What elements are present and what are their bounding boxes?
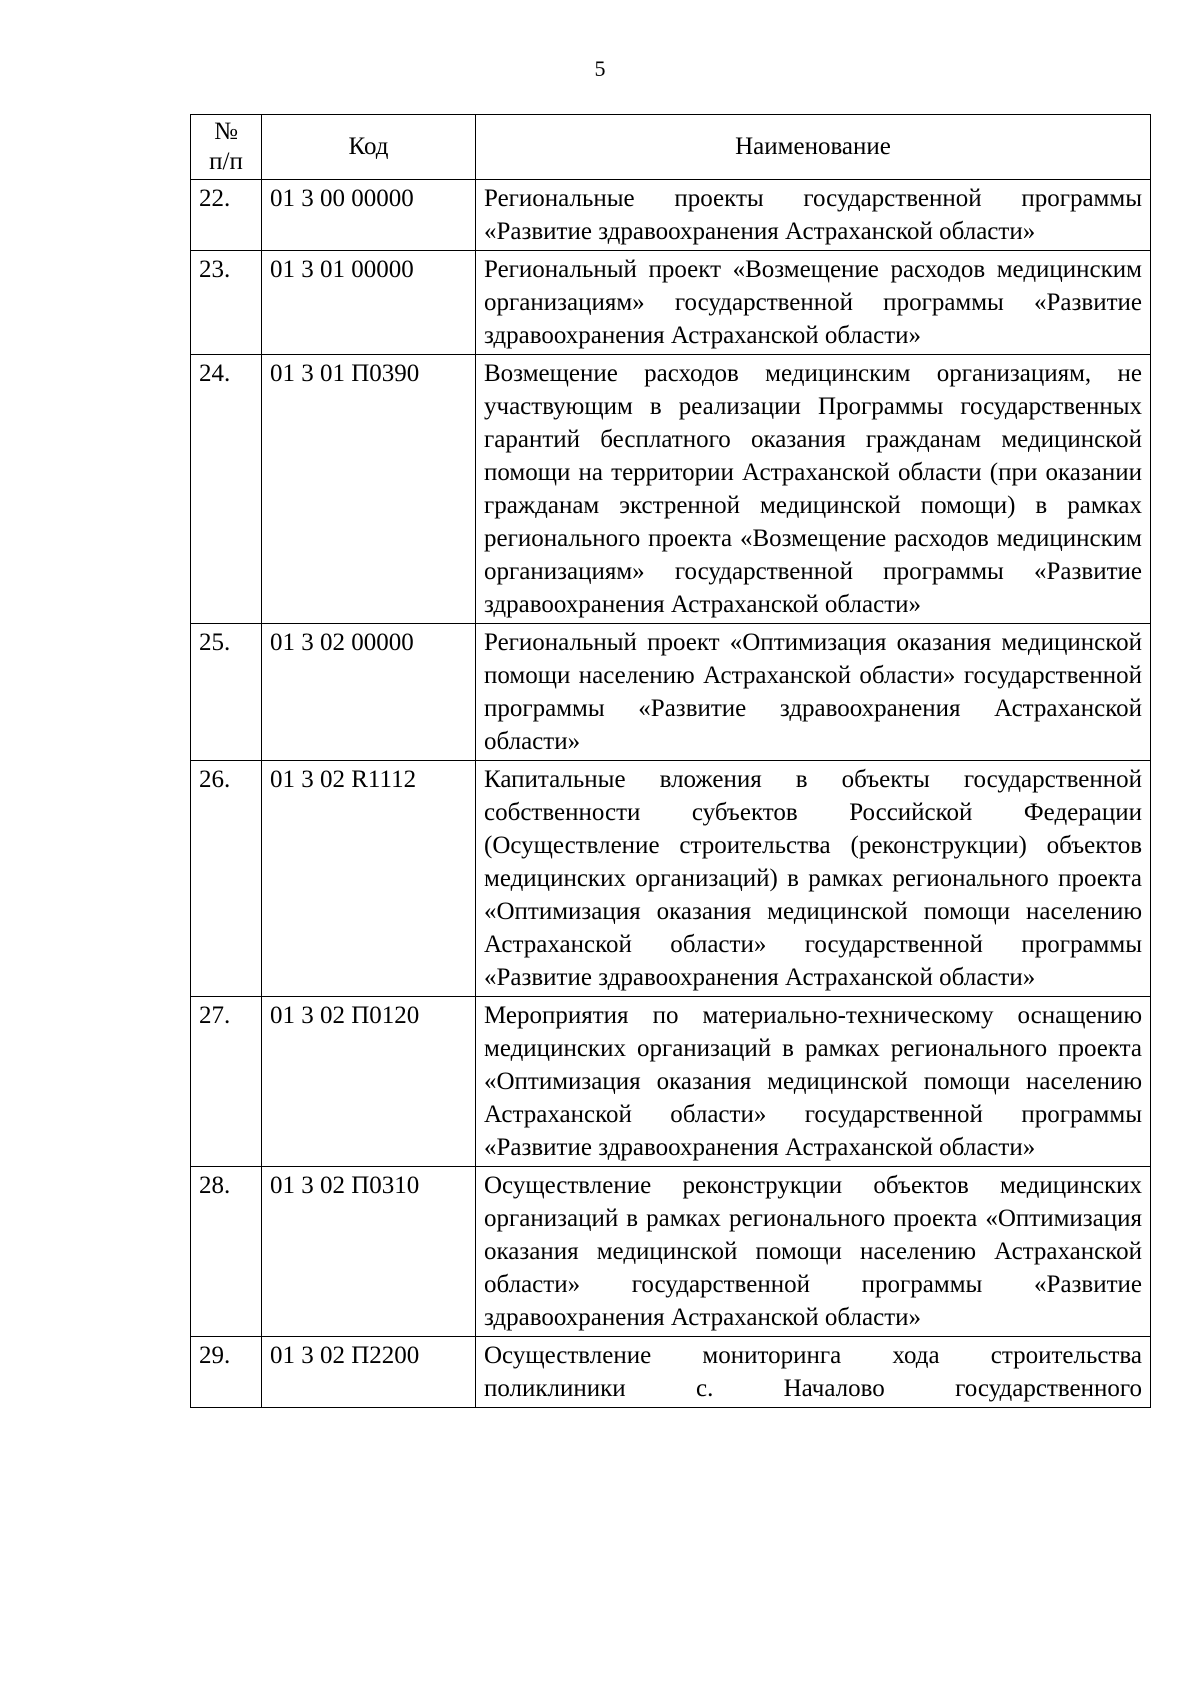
row-number: 26. — [191, 761, 262, 997]
row-code: 01 3 02 R1112 — [262, 761, 476, 997]
row-number: 22. — [191, 180, 262, 251]
row-code: 01 3 02 П2200 — [262, 1337, 476, 1408]
row-name: Мероприятия по материально-техническому оснащению медицинских организаций в рамках регионального проекта «Оптимизация оказания медицинской помощи населению Астраханской области» государственной программы «Развитие здравоохранения Астраханской области» — [476, 997, 1151, 1167]
table-row — [191, 761, 1151, 997]
table-row — [191, 1337, 1151, 1408]
row-name: Региональный проект «Оптимизация оказания медицинской помощи населению Астраханской области» государственной программы «Развитие здравоохранения Астраханской области» — [476, 624, 1151, 761]
row-name: Региональный проект «Возмещение расходов медицинским организациям» государственной программы «Развитие здравоохранения Астраханской области» — [476, 251, 1151, 355]
row-number: 28. — [191, 1167, 262, 1337]
row-number: 29. — [191, 1337, 262, 1408]
row-name: Осуществление мониторинга хода строительства поликлиники с. Началово государственного — [476, 1337, 1151, 1408]
row-name: Осуществление реконструкции объектов медицинских организаций в рамках регионального проекта «Оптимизация оказания медицинской помощи населению Астраханской области» государственной программы «Развитие здравоохранения Астраханской области» — [476, 1167, 1151, 1337]
table-header-row — [191, 115, 1151, 180]
row-number: 23. — [191, 251, 262, 355]
header-number — [191, 115, 262, 180]
row-number: 27. — [191, 997, 262, 1167]
row-name: Капитальные вложения в объекты государственной собственности субъектов Российской Федерации (Осуществление строительства (реконструкции) объектов медицинских организаций) в рамках регионального проекта «Оптимизация оказания медицинской помощи населению Астраханской области» государственной программы «Развитие здравоохранения Астраханской области» — [476, 761, 1151, 997]
header-number-symbol: № — [214, 118, 238, 145]
header-name: Наименование — [476, 115, 1151, 180]
budget-classification-table — [190, 114, 1151, 1408]
row-code: 01 3 01 00000 — [262, 251, 476, 355]
row-code: 01 3 02 П0120 — [262, 997, 476, 1167]
row-code: 01 3 02 00000 — [262, 624, 476, 761]
table-row — [191, 251, 1151, 355]
table-row — [191, 997, 1151, 1167]
table-row — [191, 180, 1151, 251]
table-row — [191, 1167, 1151, 1337]
page-number: 5 — [594, 56, 606, 81]
header-code: Код — [262, 115, 476, 180]
header-number-label: п/п — [209, 148, 243, 175]
table-row — [191, 355, 1151, 624]
row-name: Региональные проекты государственной программы «Развитие здравоохранения Астраханской области» — [476, 180, 1151, 251]
row-number: 25. — [191, 624, 262, 761]
row-code: 01 3 00 00000 — [262, 180, 476, 251]
row-number: 24. — [191, 355, 262, 624]
row-name: Возмещение расходов медицинским организациям, не участвующим в реализации Программы государственных гарантий бесплатного оказания гражданам медицинской помощи на территории Астраханской области (при оказании гражданам экстренной медицинской помощи) в рамках регионального проекта «Возмещение расходов медицинским организациям» государственной программы «Развитие здравоохранения Астраханской области» — [476, 355, 1151, 624]
row-code: 01 3 02 П0310 — [262, 1167, 476, 1337]
row-code: 01 3 01 П0390 — [262, 355, 476, 624]
table-row — [191, 624, 1151, 761]
